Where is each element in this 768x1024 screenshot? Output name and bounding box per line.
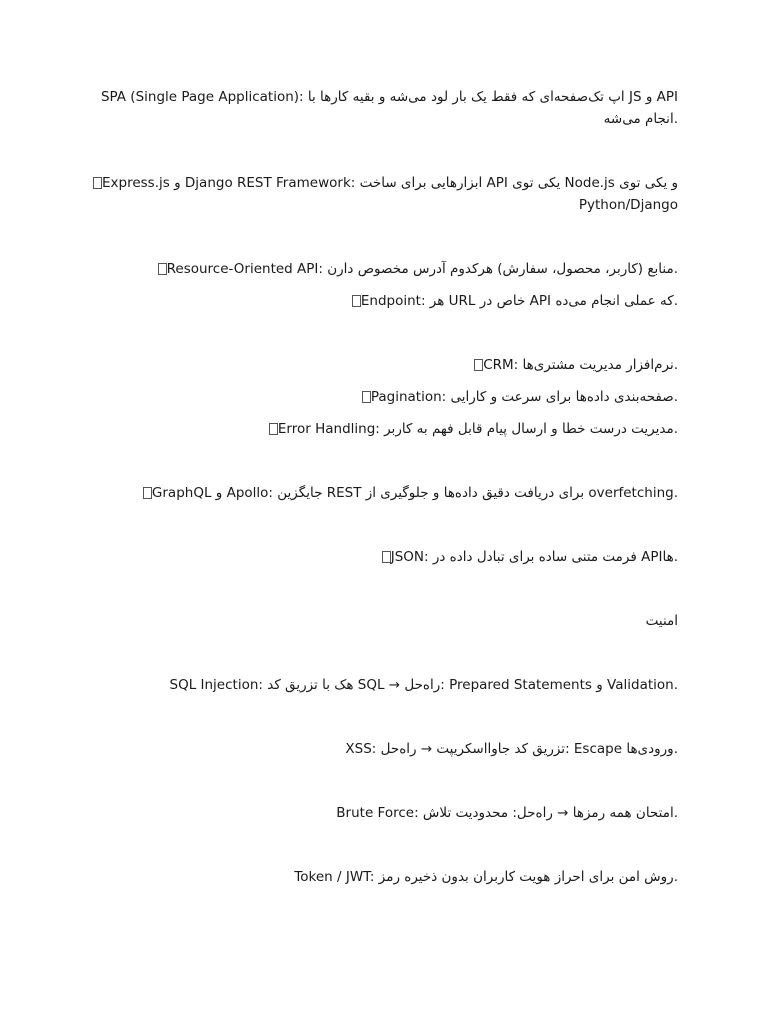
paragraph-brute-force: Brute Force: امتحان همه رمزها → راه‌حل: محدودیت تلاش. <box>336 805 678 821</box>
missing-glyph-icon <box>474 359 483 371</box>
missing-glyph-icon <box>362 391 371 403</box>
paragraph-pagination: Pagination: صفحه‌بندی داده‌ها برای سرعت و کارایی. <box>90 386 678 408</box>
section-heading-security: امنیت <box>645 613 678 629</box>
paragraph-express-django: Express.js و Django REST Framework: ابزارهایی برای ساخت API یکی توی Node.js و یکی توی Python/Django <box>90 172 678 216</box>
paragraph-json: JSON: فرمت متنی ساده برای تبادل داده در APIها. <box>90 546 678 568</box>
paragraph-crm: CRM: نرم‌افزار مدیریت مشتری‌ها. <box>90 354 678 376</box>
document-page <box>90 86 678 888</box>
missing-glyph-icon <box>382 551 391 563</box>
paragraph-endpoint: Endpoint: هر URL خاص در API که عملی انجام می‌ده. <box>90 290 678 312</box>
missing-glyph-icon <box>269 423 278 435</box>
paragraph-token-jwt: Token / JWT: روش امن برای احراز هویت کاربران بدون ذخیره رمز. <box>294 869 678 885</box>
missing-glyph-icon <box>158 263 167 275</box>
paragraph-xss: XSS: تزریق کد جاوااسکریپت → راه‌حل: Escape ورودی‌ها. <box>345 741 678 757</box>
missing-glyph-icon <box>93 177 102 189</box>
missing-glyph-icon <box>352 295 361 307</box>
missing-glyph-icon <box>143 487 152 499</box>
paragraph-graphql: GraphQL و Apollo: جایگزین REST برای دریافت دقیق داده‌ها و جلوگیری از overfetching. <box>90 482 678 504</box>
paragraph-sql-injection: SQL Injection: هک با تزریق کد SQL → راه‌حل: Prepared Statements و Validation. <box>169 677 678 693</box>
paragraph-resource-oriented: Resource-Oriented API: منابع (کاربر، محصول، سفارش) هرکدوم آدرس مخصوص دارن. <box>90 258 678 280</box>
paragraph-error-handling: Error Handling: مدیریت درست خطا و ارسال پیام قابل فهم به کاربر. <box>90 418 678 440</box>
paragraph-spa: SPA (Single Page Application): اپ تک‌صفحه‌ای که فقط یک بار لود می‌شه و بقیه کارها با JS و API انجام می‌شه. <box>100 89 678 127</box>
